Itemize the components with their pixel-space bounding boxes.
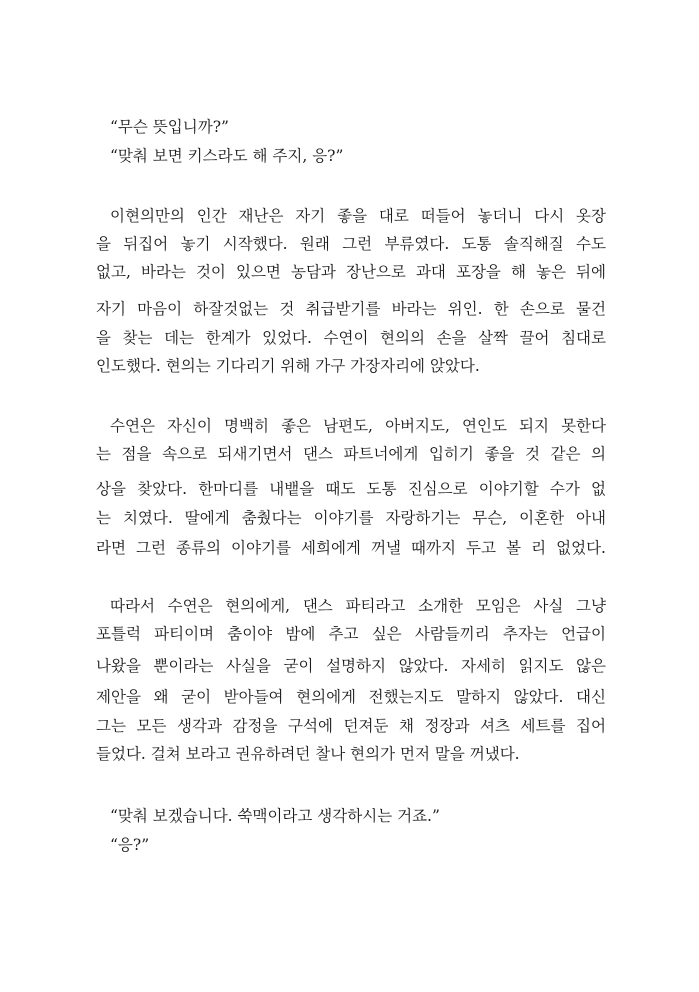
dialogue-line: “응?” [110, 836, 150, 854]
paragraph-line: 상을 찾았다. 한마디를 내뱉을 때도 도통 진심으로 이야기할 수가 없 [96, 480, 606, 498]
paragraph-line: 자기 마음이 하잘것없는 것 취급받기를 바라는 위인. 한 손으로 물건 [96, 300, 606, 318]
paragraph-line: 는 치였다. 딸에게 춤췄다는 이야기를 자랑하기는 무슨, 이혼한 아내 [96, 509, 606, 527]
paragraph-line: 포틀럭 파티이며 춤이야 밤에 추고 싶은 사람들끼리 추자는 언급이 [96, 625, 606, 643]
dialogue-line: “무슨 뜻입니까?” [110, 118, 229, 136]
paragraph-line: 제안을 왜 굳이 받아들여 현의에게 전했는지도 말하지 않았다. 대신 [96, 688, 606, 706]
paragraph-line: 없고, 바라는 것이 있으면 농담과 장난으로 과대 포장을 해 놓은 뒤에 [96, 263, 606, 281]
dialogue-line: “맞춰 보면 키스라도 해 주지, 응?” [110, 147, 344, 165]
paragraph-line: 을 찾는 데는 한계가 있었다. 수연이 현의의 손을 살짝 끌어 침대로 [96, 329, 606, 347]
paragraph-line: 들었다. 걸쳐 보라고 권유하려던 찰나 현의가 먼저 말을 꺼냈다. [96, 745, 520, 763]
paragraph-line: 을 뒤집어 놓기 시작했다. 원래 그런 부류였다. 도통 솔직해질 수도 [96, 235, 606, 253]
paragraph-line: 나왔을 뿐이라는 사실을 굳이 설명하지 않았다. 자세히 읽지도 않은 [96, 657, 606, 675]
paragraph-line: 는 점을 속으로 되새기면서 댄스 파트너에게 입히기 좋을 것 같은 의 [96, 445, 606, 463]
dialogue-line: “맞춰 보겠습니다. 쑥맥이라고 생각하시는 거죠.” [110, 807, 440, 825]
paragraph-line: 수연은 자신이 명백히 좋은 남편도, 아버지도, 연인도 되지 못한다 [110, 417, 606, 435]
paragraph-line: 이현의만의 인간 재난은 자기 좋을 대로 떠들어 놓더니 다시 옷장 [110, 207, 606, 225]
paragraph-line: 따라서 수연은 현의에게, 댄스 파티라고 소개한 모임은 사실 그냥 [110, 597, 606, 615]
paragraph-line: 그는 모든 생각과 감정을 구석에 던져둔 채 정장과 셔츠 세트를 집어 [96, 717, 606, 735]
paragraph-line: 인도했다. 현의는 기다리기 위해 가구 가장자리에 앉았다. [96, 357, 480, 375]
paragraph-line: 라면 그런 종류의 이야기를 세희에게 꺼낼 때까지 두고 볼 리 없었다. [96, 539, 606, 557]
